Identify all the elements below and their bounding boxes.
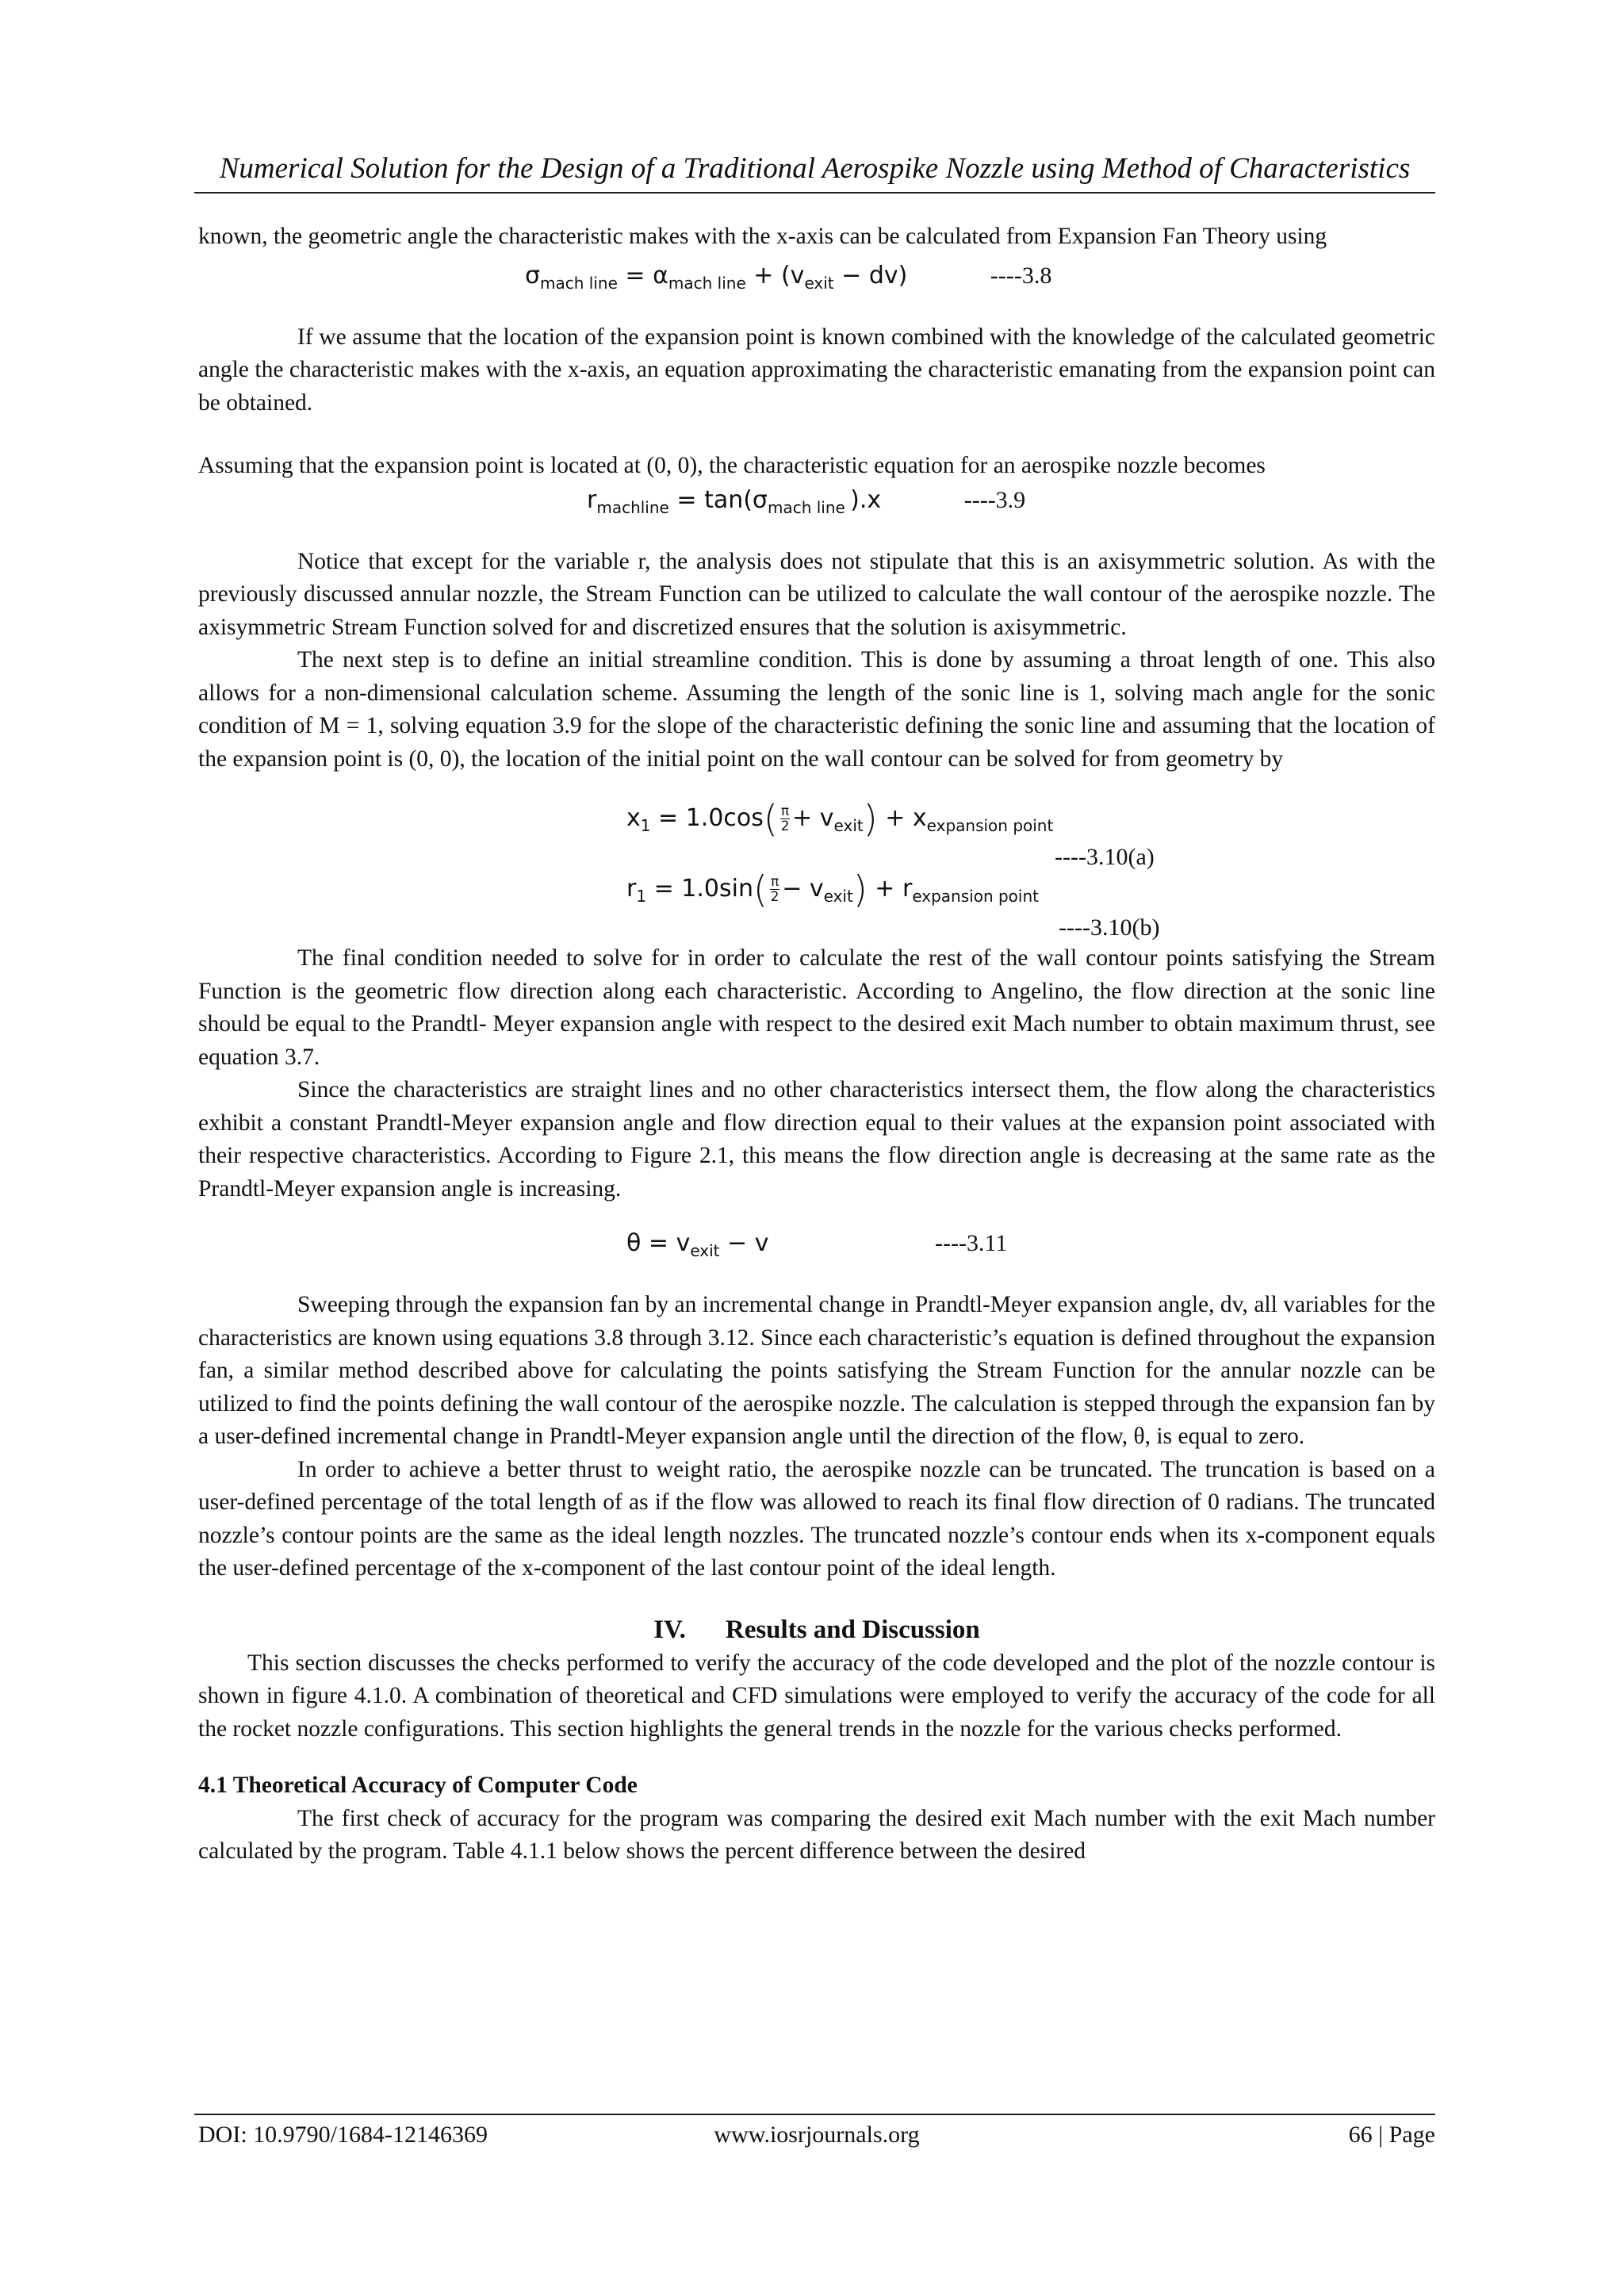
equation-number: ----3.8 — [990, 262, 1052, 289]
paragraph: known, the geometric angle the characteristic makes with the x-axis can be calculated from Expansion Fan Theory using — [198, 224, 1327, 249]
footer-page-number: 66 | Page — [1348, 2122, 1435, 2148]
paragraph: The first check of accuracy for the program was comparing the desired exit Mach number with the exit Mach number calculated by the program. Table 4.1.1 below shows the percent difference between the desired — [198, 1805, 1435, 1864]
paragraph: The final condition needed to solve for in order to calculate the rest of the wall contour points satisfying the Stream Function is the geometric flow direction along each characteristic. According to Angelino, the flow direction at the sonic line should be equal to the Prandtl- Meyer expansion angle with respect to the desired exit Mach number to obtain maximum thrust, see equation 3.7. — [198, 945, 1435, 1070]
section-heading — [198, 1612, 1435, 1647]
equation-3-8: $\sigma_{mach line} = \alpha_{mach line} + (v_{exit} - dv)$ ----3.8 — [525, 261, 1052, 293]
header-rule — [194, 192, 1435, 194]
subsection-heading: 4.1 Theoretical Accuracy of Computer Code — [198, 1773, 638, 1798]
page-body — [198, 220, 1435, 1869]
equation-number: ----3.10(a) — [1055, 844, 1155, 870]
paragraph: In order to achieve a better thrust to weight ratio, the aerospike nozzle can be truncated. The truncation is based on a user-defined percentage of the total length of as if the flow was allowed to reach its final flow direction of 0 radians. The truncated nozzle’s contour points are the same as the ideal length nozzles. The truncated nozzle’s contour ends when its x-component equals the user-defined percentage of the x-component of the last contour point of the ideal length. — [198, 1456, 1435, 1581]
paragraph: The next step is to define an initial streamline condition. This is done by assuming a throat length of one. This also allows for a non-dimensional calculation scheme. Assuming the length of the sonic line is 1, solving mach angle for the sonic condition of M = 1, solving equation 3.9 for the slope of the characteristic defining the sonic line and assuming that the location of the expansion point is (0, 0), the location of the initial point on the wall contour can be solved for from geometry by — [198, 647, 1435, 772]
page-footer — [198, 2119, 1435, 2151]
equation-3-11: $\theta = v_{exit} - v$ ----3.11 — [626, 1229, 1008, 1260]
footer-doi: DOI: 10.9790/1684-12146369 — [198, 2122, 488, 2148]
equation-number: ----3.9 — [963, 486, 1026, 513]
running-header: Numerical Solution for the Design of a Traditional Aerospike Nozzle using Method of Characteristics — [219, 152, 1411, 185]
footer-rule — [194, 2114, 1435, 2115]
equation-3-9: $r_{machline}$ = $\tan⁡(\sigma_{mach line}$ ).x ----3.9 — [587, 485, 1026, 517]
section-number: IV. — [653, 1615, 686, 1644]
paragraph: If we assume that the location of the expansion point is known combined with the knowledge of the calculated geometric angle the characteristic makes with the x-axis, an equation approximating the characteristic emanating from the expansion point can be obtained. — [198, 324, 1435, 416]
paragraph: Sweeping through the expansion fan by an incremental change in Prandtl-Meyer expansion angle, dv, all variables for the characteristics are known using equations 3.8 through 3.12. Since each characteristic’s equation is defined throughout the expansion fan, a similar method described above for calculating the points satisfying the Stream Function for the annular nozzle can be utilized to find the points defining the wall contour of the aerospike nozzle. The calculation is stepped through the expansion fan by a user-defined incremental change in Prandtl-Meyer expansion angle until the direction of the flow, θ, is equal to zero. — [198, 1292, 1435, 1449]
section-title: Results and Discussion — [725, 1615, 980, 1644]
paragraph: Since the characteristics are straight lines and no other characteristics intersect them, the flow along the characteristics exhibit a constant Prandtl-Meyer expansion angle and flow direction equal to their values at the expansion point associated with their respective characteristics. According to Figure 2.1, this means the flow direction angle is decreasing at the same rate as the Prandtl-Meyer expansion angle is increasing. — [198, 1077, 1435, 1202]
equation-number: ----3.11 — [935, 1230, 1008, 1256]
equation-number: ----3.10(b) — [1059, 914, 1160, 941]
paragraph: Notice that except for the variable r, the analysis does not stipulate that this is an axisymmetric solution. As with the previously discussed annular nozzle, the Stream Function can be utilized to calculate the wall contour of the aerospike nozzle. The axisymmetric Stream Function solved for and discretized ensures that the solution is axisymmetric. — [198, 548, 1435, 640]
paragraph: This section discusses the checks performed to verify the accuracy of the code developed and the plot of the nozzle contour is shown in figure 4.1.0. A combination of theoretical and CFD simulations were employed to verify the accuracy of the code for all the rocket nozzle configurations. This section highlights the general trends in the nozzle for the various checks performed. — [198, 1650, 1435, 1742]
equation-3-10a: $x_1 = 1.0\cos$( $\frac{\pi}{2}$ + $v_{exit}) + x_{expansion point}$ — [626, 797, 1054, 841]
paragraph: Assuming that the expansion point is located at (0, 0), the characteristic equation for an aerospike nozzle becomes — [198, 453, 1266, 478]
equation-3-10b: $r_1 = 1.0\sin$( $\frac{\pi}{2}$ − $v_{exit}) + r_{expansion point}$ — [626, 868, 1039, 911]
footer-website: www.iosrjournals.org — [714, 2122, 920, 2148]
